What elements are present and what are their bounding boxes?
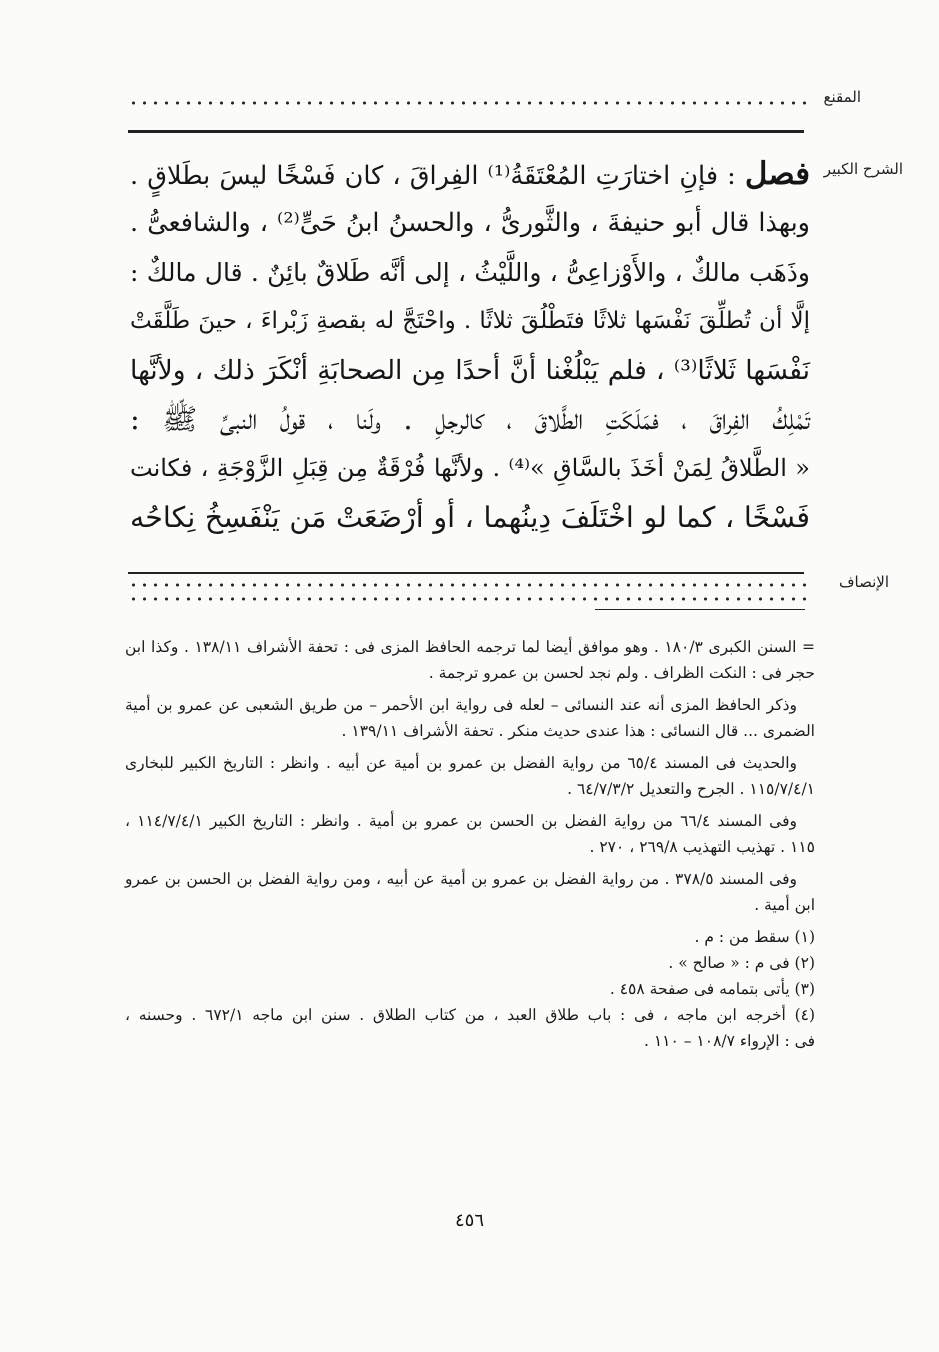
main-text-line-4: إلَّا أن تُطلِّقَ نَفْسَها ثلاثًا فتَطْلُقَ ثلاثًا . واحْتَجَّ له بقصةِ زَبْراءَ ، حينَ طَلَّقَتْ (130, 308, 810, 334)
main-commentary-text (130, 150, 810, 542)
insaf-dotted-line-1 (128, 581, 808, 589)
footnote-4: (٤) أخرجه ابن ماجه ، فى : باب طلاق العبد ، من كتاب الطلاق . سنن ابن ماجه ٦٧٢/١ . وحسنه ، (125, 1006, 816, 1024)
footnote-continuation-line: ١١٥/٧/٤/١ . الجرح والتعديل ٦٤/٧/٣/٢ . (567, 780, 815, 798)
section-divider-bottom (128, 572, 804, 574)
main-text-line-2: وبهذا قال أبو حنيفةَ ، والثَّورىُّ ، والحسنُ ابنُ حَىٍّ⁽²⁾ ، والشافعىُّ . (130, 208, 810, 238)
section-divider-top (128, 130, 804, 133)
insaf-dotted-line-2 (128, 595, 808, 603)
main-text-line-5: نَفْسَها ثَلاثًا⁽³⁾ ، فلم يَبْلُغْنا أنَّ أحدًا مِن الصحابَةِ أنْكَرَ ذلك ، ولأنَّها (130, 355, 810, 386)
margin-label-sharh-kabir: الشرح الكبير (823, 160, 903, 178)
main-text-line-3: وذَهَب مالكٌ ، والأَوْزاعِىُّ ، واللَّيْثُ ، إلى أنَّه طَلاقٌ بائِنٌ . قال مالكٌ : (130, 258, 810, 287)
footnote-continuation-line: وفى المسند ٦٦/٤ من رواية الفضل بن الحسن بن عمرو بن أمية . وانظر : التاريخ الكبير ١١٤/٧/٤/١ ، (125, 812, 797, 830)
footnote-continuation-line: والحديث فى المسند ٦٥/٤ من رواية الفضل بن عمرو بن أمية عن أبيه . وانظر : التاريخ الكبير للبخارى (125, 754, 797, 772)
margin-label-insaf: الإنصاف (838, 573, 889, 591)
footnote-continuation-line: ١١٥ . تهذيب التهذيب ٢٦٩/٨ ، ٢٧٠ . (589, 838, 815, 856)
footnote-separator (595, 609, 805, 610)
footnote-continuation-line: الضمرى ... قال النسائى : هذا عندى حديث منكر . تحفة الأشراف ١٣٩/١١ . (341, 722, 815, 740)
footnote-continuation-line: ابن أمية . (754, 896, 815, 914)
muqni-dotted-line (128, 99, 808, 107)
section-heading: فصل (744, 156, 811, 192)
main-text-line-8: فَسْخًا ، كما لو اخْتَلَفَ دِينُهما ، أو أرْضَعَتْ مَن يَنْفَسِخُ نِكاحُه (130, 501, 810, 534)
footnote-4-continuation: فى : الإرواء ١٠٨/٧ – ١١٠ . (643, 1032, 815, 1050)
main-text-line-7: « الطَّلاقُ لِمَنْ أخَذَ بالسَّاقِ »⁽⁴⁾ . ولأنَّها فُرْقَةٌ مِن قِبَلِ الزَّوْجَةِ ، فكانت (130, 454, 810, 482)
footnote-continuation-line: حجر فى : النكت الظراف . ولم نجد لحسن بن عمرو ترجمة . (428, 664, 815, 682)
footnote-2: (٢) فى م : « صالح » . (668, 954, 815, 972)
footnote-1: (١) سقط من : م . (694, 928, 815, 946)
main-text-line-6: تَمْلِكُ الفِراقَ ، فمَلَكَتِ الطَّلاقَ ، كالرجلِ . ولَنا ، قولُ النبىِّ ﷺ : (130, 402, 810, 436)
footnote-continuation-line: وذكر الحافظ المزى أنه عند النسائى – لعله فى رواية ابن الأحمر – من طريق الشعبى عن عمرو بن أمية (125, 696, 797, 714)
margin-label-muqni: المقنع (823, 88, 861, 106)
footnote-3: (٣) يأتى بتمامه فى صفحة ٤٥٨ . (609, 980, 815, 998)
main-text-line-1: فصل : فإنِ اختارَتِ المُعْتَقَةُ⁽¹⁾ الفِراقَ ، كان فَسْخًا ليسَ بطَلاقٍ . (130, 156, 811, 192)
footnote-continuation-line: وفى المسند ٣٧٨/٥ . من رواية الفضل بن عمرو بن أمية عن أبيه ، ومن رواية الفضل بن الحسن بن عمرو (125, 870, 797, 888)
footnote-continuation-line: = السنن الكبرى ١٨٠/٣ . وهو موافق أيضا لما ترجمه الحافظ المزى فى : تحفة الأشراف ١٣٨/١١ . وكذا ابن (125, 638, 815, 656)
page-number: ٤٥٦ (454, 1210, 484, 1231)
footnotes-block (125, 634, 815, 1054)
